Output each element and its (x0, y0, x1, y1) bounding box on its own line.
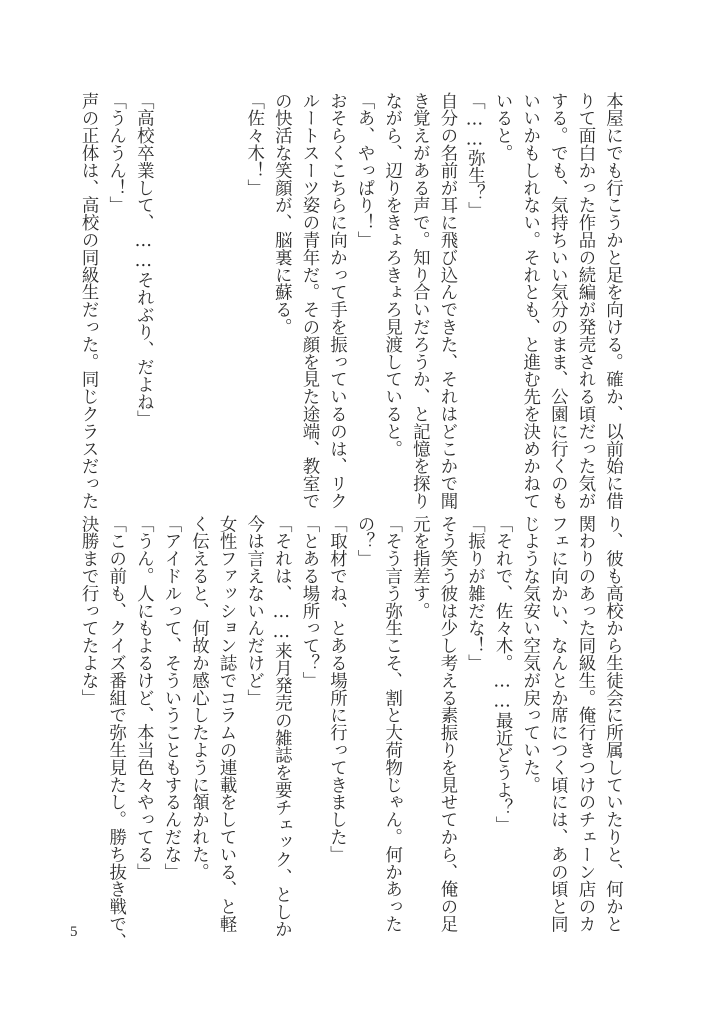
text-line: 「そう言う弥生こそ、割と大荷物じゃん。何かあった (381, 515, 402, 933)
text-line: りて面白かった作品の続編が発売される頃だった気が (574, 92, 595, 510)
text-line: 「高校卒業して、……それぶり、だよね」 (133, 92, 154, 428)
text-line: いいかもしれない。それとも、と進む先を決めかねて (519, 92, 540, 510)
text-line: 声の正体は、高校の同級生だった。同じクラスだった (78, 92, 99, 510)
text-line: の？」 (354, 515, 375, 568)
text-line: り、彼も高校から生徒会に所属していたりと、何かと (602, 515, 623, 933)
text-line: 「うん。人にもよるけど、本当色々やってる」 (133, 515, 154, 881)
text-line: 「アイドルって、そういうこともするんだな」 (160, 515, 181, 881)
text-line: き覚えがある声で。知り合いだろうか、と記憶を探り (409, 92, 430, 510)
text-line: じような気安い空気が戻っていた。 (519, 515, 540, 794)
text-line: 「……弥生？」 (464, 92, 485, 219)
text-line: 「この前も、クイズ番組で弥生見たし。勝ち抜き戦で、 (105, 515, 126, 950)
text-line: 関わりのあった同級生。俺行きつけのチェーン店のカ (574, 515, 595, 933)
text-line: 女性ファッション誌でコラムの連載をしている、と軽 (216, 515, 237, 933)
text-line: 「佐々木！」 (243, 92, 264, 197)
text-line: 自分の名前が耳に飛び込んできた、それはどこかで聞 (436, 92, 457, 510)
text-line: 「それは、……来月発売の雑誌を要チェック、としか (271, 515, 292, 938)
text-line: の快活な笑顔が、脳裏に蘇る。 (271, 92, 292, 336)
text-line: する。でも、気持ちいい気分のまま、公園に行くのも (547, 92, 568, 510)
text-line: 「うんうん！」 (105, 92, 126, 214)
text-line: 元を指差す。 (409, 515, 430, 620)
page-number: 5 (70, 924, 78, 940)
text-line: 「あ、やっぱり！」 (354, 92, 375, 249)
text-line: いると。 (492, 92, 513, 162)
text-line: 「取材でね、とある場所に行ってきました」 (326, 515, 347, 863)
text-line: ルートスーツ姿の青年だ。その顔を見た途端、教室で (298, 92, 319, 510)
text-line: 決勝まで行ってたよな」 (78, 515, 99, 707)
text-line: そう笑う彼は少し考える素振りを見せてから、俺の足 (436, 515, 457, 933)
text-line: 本屋にでも行こうかと足を向ける。確か、以前始に借 (602, 92, 623, 510)
text-line: 「振りが雑だな！」 (464, 515, 485, 672)
text-line: ながら、辺りをきょろきょろ見渡していると。 (381, 92, 402, 458)
text-line: おそらくこちらに向かって手を振っているのは、リク (326, 92, 347, 510)
text-line: 今は言えないんだけど」 (243, 515, 264, 707)
text-line: く伝えると、何故か感心したように頷かれた。 (188, 515, 209, 881)
text-line: フェに向かい、なんとか席につく頃には、あの頃と同 (547, 515, 568, 933)
text-line: 「それで、佐々木。……最近どうよ？」 (492, 515, 513, 834)
text-line: 「とある場所って？」 (298, 515, 319, 689)
